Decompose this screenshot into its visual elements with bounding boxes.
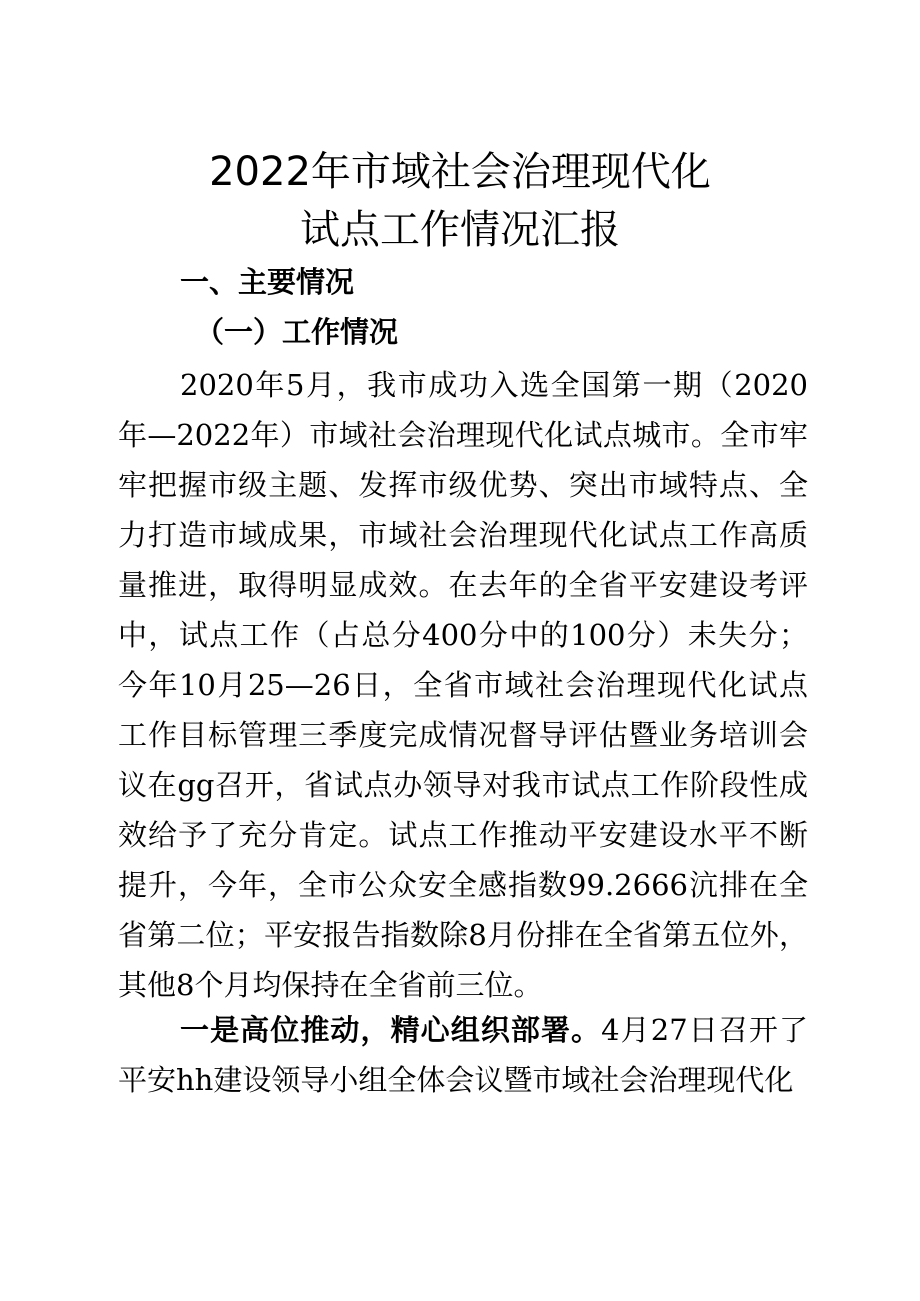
document-title-line-1: 2022年市域社会治理现代化 (209, 149, 711, 195)
paragraph-organization (118, 1005, 808, 1105)
document-title-line-2: 试点工作情况汇报 (300, 207, 620, 253)
subsection-heading: （一）工作情况 (195, 315, 399, 349)
paragraph-work-overview: 2020年5月，我市成功入选全国第一期（2020年—2022年）市域社会治理现代化试点城市。全市牢牢把握市级主题、发挥市级优势、突出市域特点、全力打造市域成果，市域社会治理现代化试点工作高质量推进，取得明显成效。在去年的全省平安建设考评中，试点工作（占总分400分中的100分）未失分；今年10月25—26日，全省市域社会治理现代化试点工作目标管理三季度完成情况督导评估暨业务培训会议在gg召开，省试点办领导对我市试点工作阶段性成效给予了充分肯定。试点工作推动平安建设水平不断提升，今年，全市公众安全感指数99.2666沆排在全省第二位；平安报告指数除8月份排在全省第五位外，其他8个月均保持在全省前三位。 (118, 368, 808, 1002)
paragraph-body-text: 4月27日召开了平安hh建设领导小组全体会议暨市域社会治理现代化 (118, 1013, 808, 1097)
paragraph-lead-text: 一是高位推动，精心组织部署。 (180, 1013, 602, 1047)
section-heading: 一、主要情况 (180, 265, 355, 299)
